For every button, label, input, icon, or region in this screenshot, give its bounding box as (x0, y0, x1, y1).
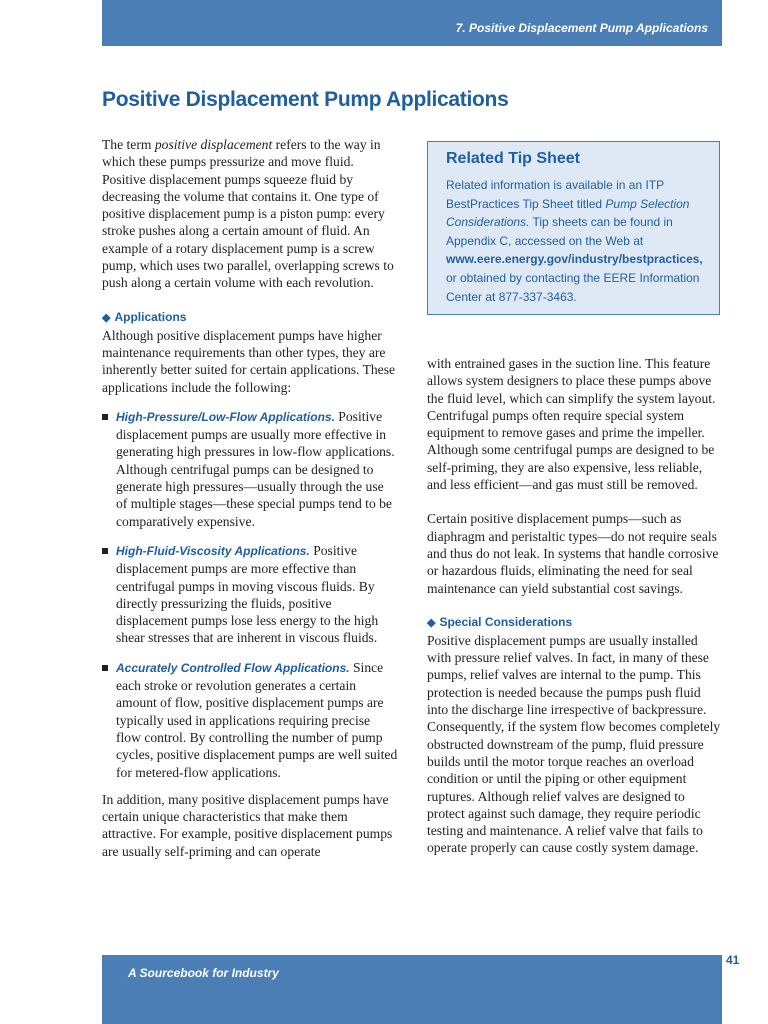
left-column (102, 136, 398, 860)
applications-heading (102, 309, 398, 327)
tip-title: Related Tip Sheet (446, 150, 580, 167)
applications-heading-label: Applications (114, 309, 187, 324)
footer-bar (102, 955, 722, 1024)
intro-text-pre: The term (102, 137, 155, 152)
square-bullet-icon (102, 414, 108, 420)
bullet-item (102, 659, 398, 781)
related-tip-sheet-box (427, 141, 720, 315)
page-number: 41 (726, 953, 740, 967)
diamond-icon: ◆ (102, 311, 111, 324)
footer-label: A Sourcebook for Industry (128, 966, 279, 980)
self-priming-paragraph: with entrained gases in the suction line. This feature allows system designers to place these pumps above the fluid level, which can simplify the system layout. Centrifugal pumps often require special system equipment to remove gases and prime the impeller. Although some centrifugal pumps are designed to be self-priming, they are also expensive, less reliable, and less efficient—and gas must still be removed. (427, 356, 716, 493)
seal-paragraph: Certain positive displacement pumps—such as diaphragm and peristaltic types—do not require seals and thus do not leak. In systems that handle corrosive or hazardous fluids, eliminating the need for seal maintenance can yield substantial cost savings. (427, 511, 719, 596)
applications-intro: Although positive displacement pumps have higher maintenance requirements than other types, they are inherently better suited for certain applications. These applications include the following: (102, 327, 396, 395)
page-title: Positive Displacement Pump Applications (102, 88, 509, 111)
intro-text-post: refers to the way in which these pumps pressurize and move fluid. Positive displacement pumps squeeze fluid by decreasing the volume that contains it. One type of positive displacement pump is a piston pump: every stroke pushes along a certain amount of fluid. An example of a rotary displacement pump is a screw pump, which uses two parallel, overlapping screws to push along a certain volume with each revolution. (102, 137, 394, 291)
special-considerations-paragraph: Positive displacement pumps are usually installed with pressure relief valves. In fact, in many of these pumps, relief valves are internal to the pump. This protection is needed because the pumps push fluid into the discharge line irrespective of backpressure. Consequently, if the system flow becomes completely obstructed downstream of the pump, fluid pressure builds until the motor torque reaches an overload condition or until the piping or other equipment ruptures. Although relief valves are designed to protect against such damage, they require periodic testing and maintenance. A relief valve that fails to operate properly can cause costly system damage. (427, 632, 721, 856)
bullet-lead: High-Pressure/Low-Flow Applications. (116, 409, 335, 424)
bullet-text: Positive displacement pumps are usually more effective in generating high pressures in low-flow applications. Although centrifugal pumps can be designed to generate high pressures—usually through the use of multiple stages—these special pumps tend to be comparatively expensive. (116, 408, 395, 529)
tip-body (446, 176, 707, 306)
tip-text-3: or obtained by contacting the EERE Information Center at 877-337-3463. (446, 270, 700, 304)
tip-web-link[interactable]: www.eere.energy.gov/industry/bestpractices, (446, 252, 703, 267)
tip-title-reference: Pump Selection Considerations. (446, 196, 690, 230)
intro-emphasis: positive displacement (154, 137, 273, 152)
tip-text-1: Related information is available in an ITP BestPractices Tip Sheet titled (446, 178, 664, 211)
bullet-lead: Accurately Controlled Flow Applications. (116, 660, 350, 675)
square-bullet-icon (102, 665, 108, 671)
tip-text-2: Tip sheets can be found in Appendix C, accessed on the Web at (446, 215, 673, 248)
diamond-icon: ◆ (427, 616, 436, 629)
special-considerations-heading (427, 614, 725, 632)
bullet-lead: High-Fluid-Viscosity Applications. (116, 543, 310, 558)
section-label: 7. Positive Displacement Pump Applications (455, 21, 708, 35)
intro-paragraph (102, 136, 398, 292)
special-considerations-label: Special Considerations (439, 614, 573, 629)
right-column (427, 355, 725, 857)
applications-closing: In addition, many positive displacement pumps have certain unique characteristics that make them attractive. For example, positive displacement pumps are usually self-priming and can operate (102, 791, 393, 859)
bullet-item (102, 542, 398, 647)
bullet-text: Since each stroke or revolution generates a certain amount of flow, positive displacement pumps are typically used in applications requiring precise flow control. By controlling the number of pump cycles, positive displacement pumps are well suited for metered-flow applications. (116, 659, 398, 780)
bullet-item (102, 408, 398, 530)
square-bullet-icon (102, 548, 108, 554)
header-bar (102, 0, 722, 46)
bullet-text: Positive displacement pumps are more effective than centrifugal pumps in moving viscous fluids. By directly pressurizing the fluids, positive displacement pumps lose less energy to the high shear stresses that are inherent in viscous fluids. (116, 542, 379, 646)
